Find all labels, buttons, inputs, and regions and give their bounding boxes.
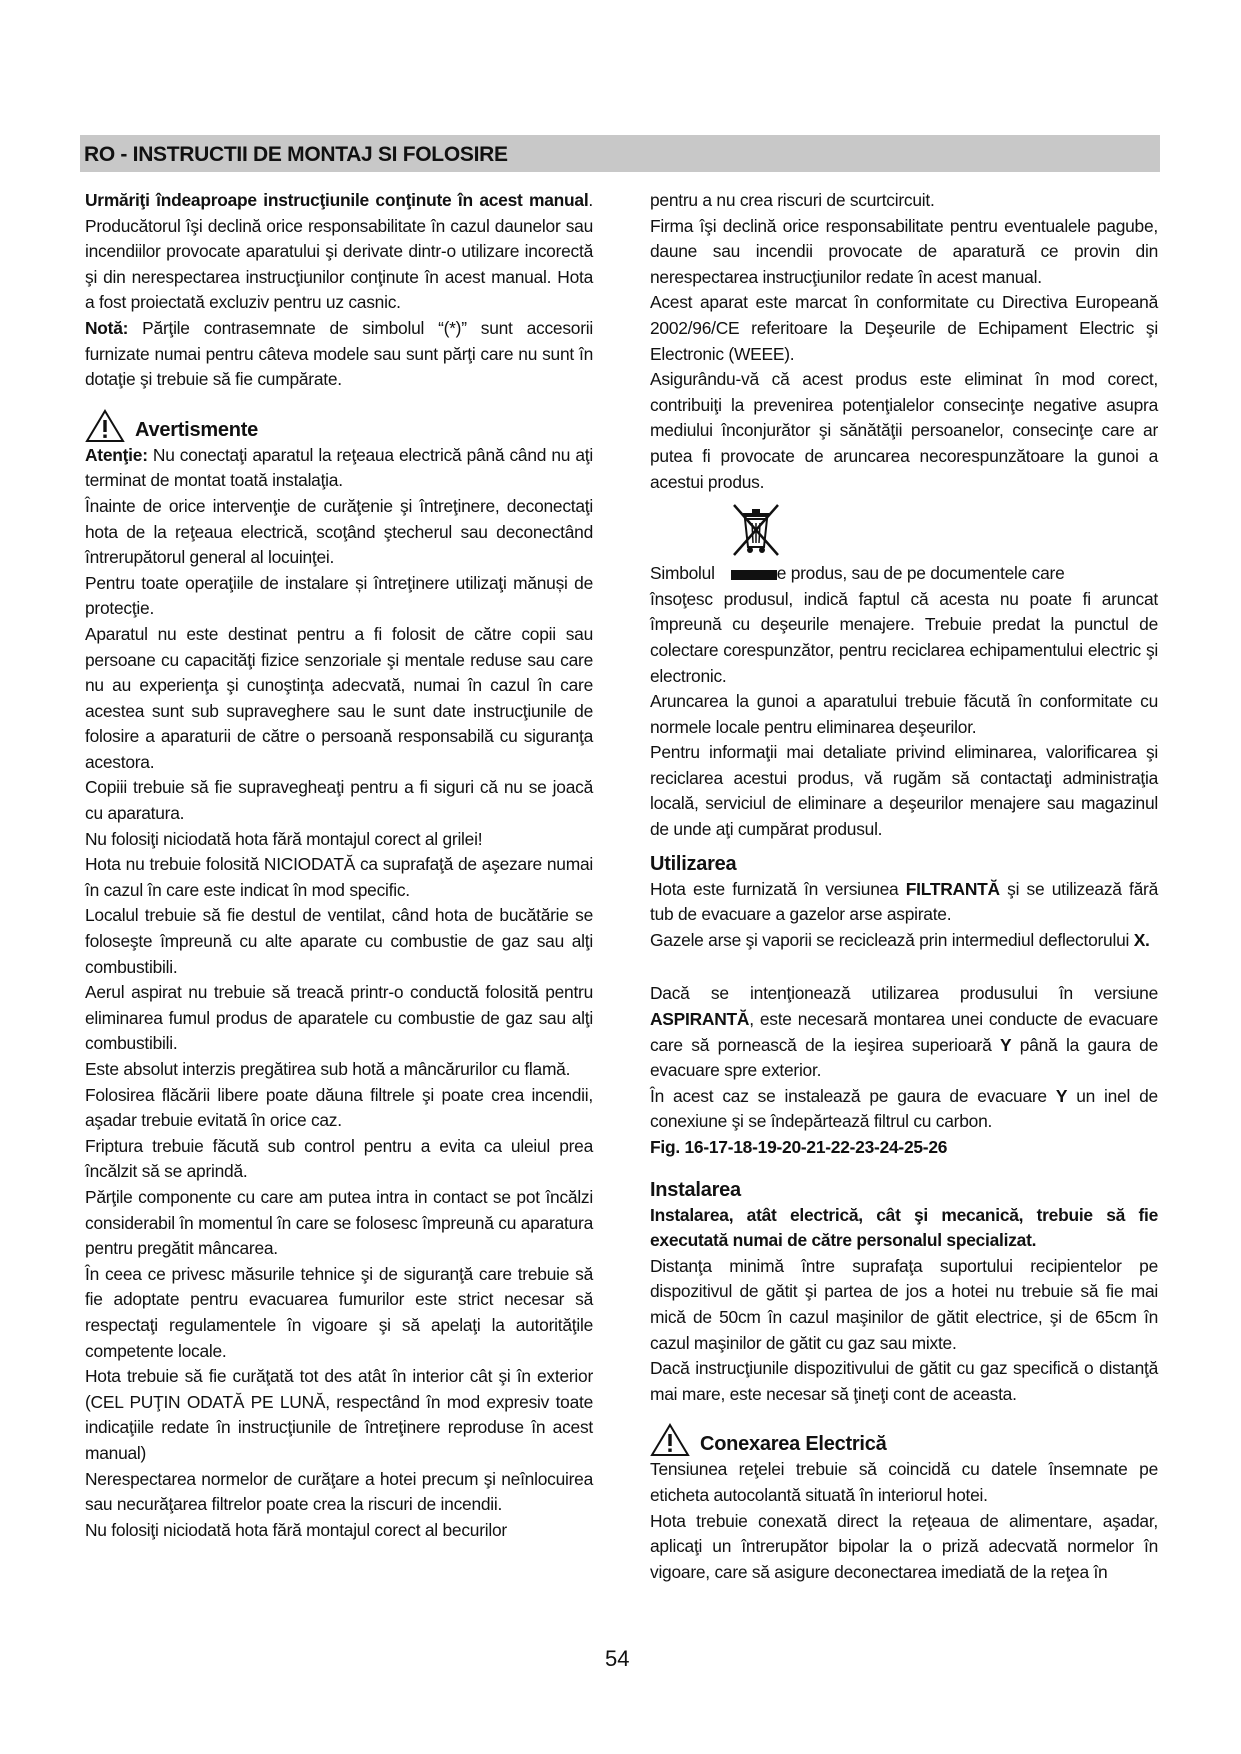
conexarea-paragraph: Hota trebuie conexată direct la reţeaua de alimentare, aşadar, aplicaţi un întrerupător bipolar la o priză adecvată normelor în vigoare, care să asigure deconectarea imediată de la reţea în [650,1510,1158,1582]
atentie-paragraph [85,443,593,494]
filtranta-bold: FILTRANTĂ [905,878,1000,899]
aspiranta-bold: ASPIRANTĂ [650,1009,750,1030]
instalarea-heading [650,1177,1158,1203]
body-paragraph: Asigurându-vă că acest produs este eliminat în mod corect, contribuiţi la prevenirea potenţialelor consecinţe negative asupra mediului înconjurător şi sănătăţii persoanelor, consecinţe care ar putea fi provocate de aruncarea necorespunzătoare la gunoi a acestui produs. [650,369,1158,492]
body-paragraph: Firma îşi declină orice responsabilitate pentru eventualele pagube, daune sau incendii provocate de aparatură ce provin din nerespectarea instrucţiunilor redate în acest manual. [650,215,1158,287]
text-span: Hota este furnizată în versiunea [650,878,906,899]
text-span: un inel de conexiune şi se îndepărtează filtrul cu carbon. [650,1085,1158,1132]
warning-paragraph: Părţile componente cu care am putea intra in contact se pot încălzi considerabil în momentul în care se folosesc împreună cu aparatura pentru pregătit mâncarea. [85,1186,593,1259]
left-column [85,188,593,1543]
warning-paragraph: Nu folosiţi niciodată hota fără montajul corect al becurilor [85,1519,507,1540]
warning-paragraph: Hota nu trebuie folosită NICIODATĂ ca suprafaţă de aşezare numai în cazul în care este indicat în mod specific. [85,854,593,900]
utilizarea-paragraph [650,877,1158,928]
instalarea-paragraph: Dacă instrucţiunile dispozitivului de gătit cu gaz specifică o distanţă mai mare, este necesar să ţineţi cont de aceasta. [650,1358,1158,1404]
right-column [650,188,1158,1585]
utilizarea-heading [650,851,1158,877]
utilizarea-paragraph [650,1084,1158,1135]
text-span: În acest caz se instalează pe gaura de evacuare [650,1085,1056,1106]
utilizarea-paragraph [650,981,1158,1083]
avertismente-title: Avertismente [135,418,258,441]
intro-bold: Urmăriţi îndeaproape instrucţiunile conţinute în acest manual [85,190,589,210]
text-span: , este necesară montarea unei conducte de evacuare care să pornească de la ieşirea superioară [650,1009,1158,1055]
utilizarea-paragraph [650,928,1158,954]
page-title: RO - INSTRUCTII DE MONTAJ SI FOLOSIRE [84,143,508,166]
warning-paragraph: Folosirea flăcării libere poate dăuna filtrele şi poate crea incendii, aşadar trebuie evitată în orice caz. [85,1084,593,1131]
warning-paragraph: Nerespectarea normelor de curăţare a hotei precum şi neînlocuirea sau necurăţarea filtrelor poate crea la riscuri de incendii. [85,1468,593,1515]
body-paragraph: Aruncarea la gunoi a aparatului trebuie făcută în conformitate cu normele locale pentru eliminarea deşeurilor. [650,691,1158,737]
utilizarea-title: Utilizarea [650,852,737,875]
warning-paragraph: Aparatul nu este destinat pentru a fi folosit de către copii sau persoane cu capacităţi fizice senzoriale şi mentale reduse sau care nu au experienţa şi cunoştinţa adecvată, numai în cazul în care acestea sunt sub supraveghere sau le sunt date instrucţiunile de folosire a aparaturii de către o persoană responsabilă cu siguranţa acestora. [85,623,593,772]
figure-reference: Fig. 16-17-18-19-20-21-22-23-24-25-26 [650,1137,948,1157]
atentie-text: Nu conectaţi aparatul la reţeaua electrică până când nu aţi terminat de montat toată instalaţia. [85,444,593,491]
warning-triangle-icon [85,409,125,443]
nota-paragraph [85,316,593,393]
weee-bar-symbol [731,570,777,580]
atentie-label: Atenţie: [85,444,148,465]
text-span: Dacă se intenţionează utilizarea produsului în versiune [650,983,1158,1004]
instalarea-paragraph: Distanţa minimă între suprafaţa suportului recipientelor pe dispozitivul de gătit şi partea de jos a hotei nu trebuie să fie mai mică de 50cm în cazul maşinilor de gătit electrice, şi de 65cm în cazul maşinilor de gătit cu gaz sau mixte. [650,1255,1158,1353]
instalarea-bold-paragraph: Instalarea, atât electrică, cât şi mecanică, trebuie să fie executată numai de către personalul specializat. [650,1204,1158,1251]
body-paragraph: Acest aparat este marcat în conformitate cu Directiva Europeană 2002/96/CE referitoare la Deşeurile de Echipament Electric şi Electronic (WEEE). [650,292,1158,364]
nota-label: Notă: [85,317,129,338]
avertismente-heading [85,409,593,443]
text-span: Gazele arse şi vaporii se recicleazǎ prin intermediul deflectorului [650,929,1134,950]
page-number: 54 [605,1646,630,1671]
simbol-text-b: e produs, sau de pe documentele care [776,563,1065,584]
conexarea-paragraph: Tensiunea reţelei trebuie să coincidă cu datele însemnate pe eticheta autocolantă situată în interiorul hotei. [650,1459,1158,1505]
section-header-bar [80,135,1160,172]
warning-paragraph: Hota trebuie să fie curăţată tot des atât în interior cât şi în exterior (CEL PUŢIN ODATĂ PE LUNĂ, respectând în mod expresiv toate indicaţiile redate în instrucţiunile de întreţinere reproduse în acest manual) [85,1366,593,1463]
instalarea-title: Instalarea [650,1178,741,1201]
warning-paragraph: Nu folosiţi niciodată hota fără montajul corect al grilei! [85,828,483,849]
intro-paragraph [85,188,593,316]
text-span: până la gaura de evacuare spre exterior. [650,1034,1158,1081]
warning-paragraph: Este absolut interzis pregătirea sub hotă a mâncărurilor cu flamă. [85,1059,571,1079]
warning-paragraph: Înainte de orice intervenţie de curăţenie şi întreţinere, deconectaţi hota de la reţeaua electrică, scoţând ştecherul sau deconectând întrerupătorul general al locuinţei. [85,495,593,568]
text-span: şi se utilizează fără tub de evacuare a gazelor arse aspirate. [650,878,1158,925]
simbol-text-a: Simbolul [650,563,715,584]
y-bold: Y [1055,1085,1068,1106]
deflector-x-bold: X. [1133,929,1150,950]
intro-text: . Producătorul îşi declină orice responsabilitate în cazul daunelor sau incendiilor provocate aparatului şi derivate dintr-o utilizare incorectă şi din nerespectarea instrucţiunilor conţinute în acest manual. Hota a fost proiectată excluziv pentru uz casnic. [85,190,593,313]
warning-triangle-icon [650,1423,690,1457]
warning-paragraph: Copiii trebuie să fie supravegheaţi pentru a fi siguri că nu se joacă cu aparatura. [85,777,593,824]
body-paragraph: însoţesc produsul, indică faptul că acesta nu poate fi aruncat împreună cu deşeurile menajere. Trebuie predat la punctul de colectare corespunzător, pentru reciclarea echipamentului electric şi electronic. [650,588,1158,686]
y-bold: Y [999,1034,1012,1055]
simbol-paragraph [650,561,1158,587]
body-paragraph: pentru a nu crea riscuri de scurtcircuit. [650,190,935,210]
nota-text: Părţile contrasemnate de simbolul “(*)” sunt accesorii furnizate numai pentru câteva modele sau sunt părţi care nu sunt în dotaţie şi trebuie să fie cumpărate. [85,317,593,390]
weee-figure [650,495,1158,561]
conexarea-heading [650,1423,1158,1457]
warning-paragraph: În ceea ce privesc măsurile tehnice şi de siguranţă care trebuie să fie adoptate pentru evacuarea fumurilor este strict necesar să respectaţi regulamentele în vigoare şi să apelaţi la autorităţile competente locale. [85,1263,593,1361]
warning-paragraph: Pentru toate operaţiile de instalare și întreţinere utilizaţi mănuși de protecţie. [85,572,593,619]
warning-paragraph: Friptura trebuie făcută sub control pentru a evita ca uleiul prea încălzit să se aprindă. [85,1135,593,1182]
conexarea-title: Conexarea Electrică [700,1433,887,1456]
warning-paragraph: Localul trebuie să fie destul de ventilat, când hota de bucătărie se foloseşte împreună cu alte aparate cu combustie de gaz sau alţi combustibili. [85,905,593,977]
body-paragraph: Pentru informaţii mai detaliate privind eliminarea, valorificarea şi reciclarea acestui produs, vă rugăm să contactaţi administraţia locală, serviciul de eliminare a deşeurilor menajere sau magazinul de unde aţi cumpărat produsul. [650,742,1158,840]
crossed-bin-icon [726,501,786,557]
warning-paragraph: Aerul aspirat nu trebuie să treacă printr-o conductă folosită pentru eliminarea fumul produs de aparatele cu combustie de gaz sau alţi combustibili. [85,982,593,1054]
